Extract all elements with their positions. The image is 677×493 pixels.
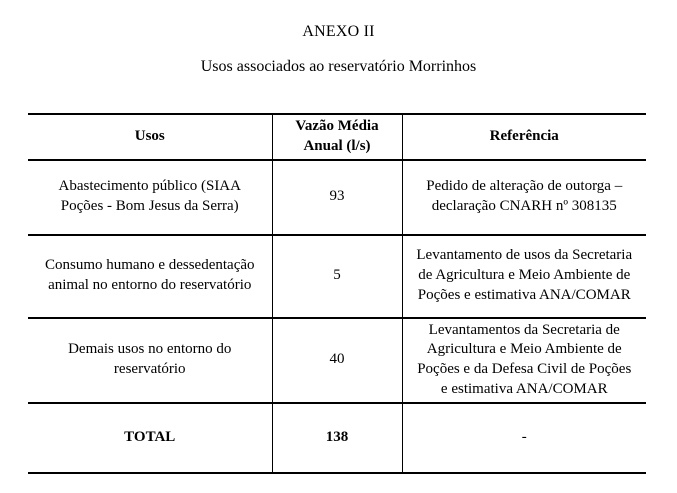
total-vazao: 138 bbox=[272, 403, 402, 473]
cell-vazao: 93 bbox=[272, 160, 402, 235]
page-subtitle: Usos associados ao reservatório Morrinhos bbox=[200, 58, 477, 75]
total-referencia: - bbox=[402, 403, 646, 473]
usos-table bbox=[28, 113, 646, 474]
cell-referencia: Levantamentos da Secretaria de Agricultura e Meio Ambiente de Poções e da Defesa Civil de Poções e estimativa ANA/COMAR bbox=[402, 318, 646, 403]
total-label: TOTAL bbox=[28, 403, 272, 473]
table-row bbox=[28, 235, 646, 318]
cell-vazao: 40 bbox=[272, 318, 402, 403]
table-total-row bbox=[28, 403, 646, 473]
table-row bbox=[28, 160, 646, 235]
cell-uso: Demais usos no entorno do reservatório bbox=[28, 318, 272, 403]
page-title: ANEXO II bbox=[302, 23, 375, 40]
column-header-usos: Usos bbox=[28, 114, 272, 160]
table-row bbox=[28, 318, 646, 403]
cell-uso: Abastecimento público (SIAA Poções - Bom Jesus da Serra) bbox=[28, 160, 272, 235]
cell-referencia: Levantamento de usos da Secretaria de Agricultura e Meio Ambiente de Poções e estimativa ANA/COMAR bbox=[402, 235, 646, 318]
table-header-row bbox=[28, 114, 646, 160]
column-header-referencia: Referência bbox=[402, 114, 646, 160]
cell-referencia: Pedido de alteração de outorga – declaração CNARH nº 308135 bbox=[402, 160, 646, 235]
cell-vazao: 5 bbox=[272, 235, 402, 318]
cell-uso: Consumo humano e dessedentação animal no entorno do reservatório bbox=[28, 235, 272, 318]
column-header-vazao-media-anual: Vazão Média Anual (l/s) bbox=[272, 114, 402, 160]
